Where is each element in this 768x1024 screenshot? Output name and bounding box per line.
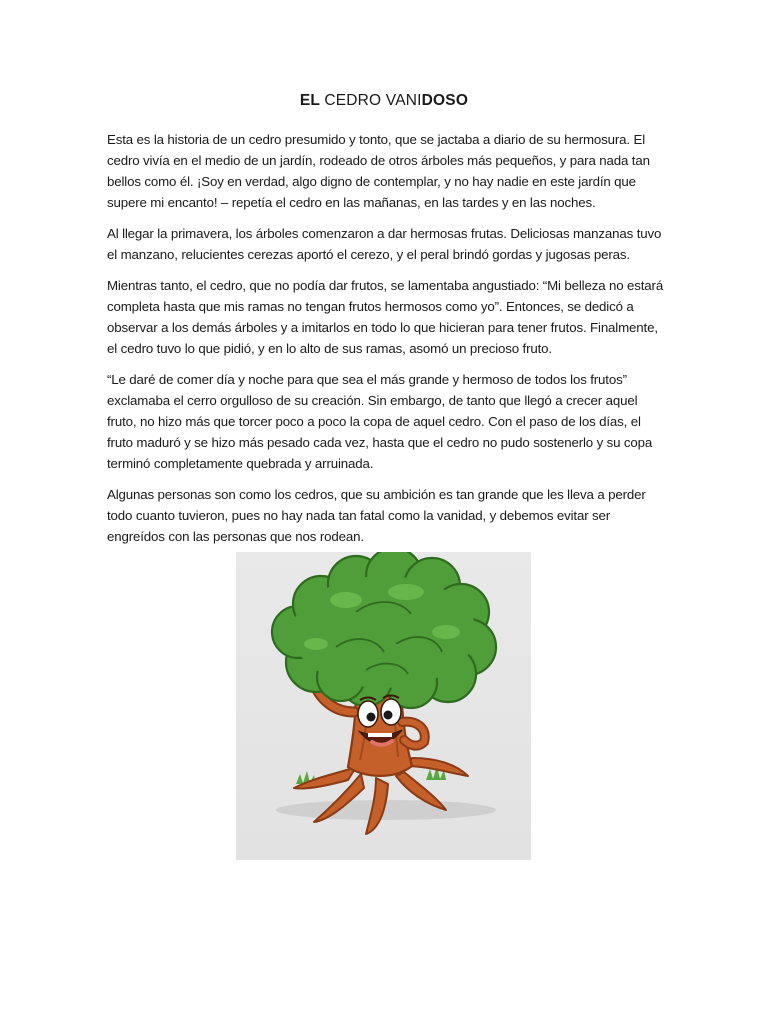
page-title [0, 92, 768, 110]
title-part-doso: DOSO [421, 92, 469, 109]
paragraph-3: Mientras tanto, el cedro, que no podía dar frutos, se lamentaba angustiado: “Mi belleza no estará completa hasta que mis ramas no tengan frutos hermosos como yo”. Entonces, se dedicó a observar a los demás árboles y a imitarlos en todo lo que hicieran para tener frutos. Finalmente, el cedro tuvo lo que pidió, y en lo alto de sus ramas, asomó un precioso fruto. [107, 278, 664, 356]
story-body [107, 129, 665, 557]
title-part-el: EL [299, 92, 325, 109]
title-part-cedro-vani: CEDRO VANI [324, 92, 422, 109]
tree-illustration [236, 552, 531, 860]
paragraph-2: Al llegar la primavera, los árboles comenzaron a dar hermosas frutas. Deliciosas manzanas tuvo el manzano, relucientes cerezas aportó el cerezo, y el peral brindó gordas y jugosas peras. [107, 226, 662, 262]
paragraph-1: Esta es la historia de un cedro presumido y tonto, que se jactaba a diario de su hermosura. El cedro vivía en el medio de un jardín, rodeado de otros árboles más pequeños, y para nada tan bellos como él. ¡Soy en verdad, algo digno de contemplar, y no hay nadie en este jardín que supere mi encanto! – repetía el cedro en las mañanas, en las tardes y en las noches. [107, 132, 650, 210]
paragraph-4: “Le daré de comer día y noche para que sea el más grande y hermoso de todos los frutos” exclamaba el cerro orgulloso de su creación. Sin embargo, de tanto que llegó a crecer aquel fruto, no hizo más que torcer poco a poco la copa de aquel cedro. Con el paso de los días, el fruto maduró y se hizo más pesado cada vez, hasta que el cedro no pudo sostenerlo y su copa terminó completamente quebrada y arruinada. [107, 372, 653, 471]
cartoon-tree-icon [236, 552, 531, 860]
paragraph-5: Algunas personas son como los cedros, que su ambición es tan grande que les lleva a perder todo cuanto tuvieron, pues no hay nada tan fatal como la vanidad, y debemos evitar ser engreídos con las personas que nos rodean. [107, 487, 646, 544]
